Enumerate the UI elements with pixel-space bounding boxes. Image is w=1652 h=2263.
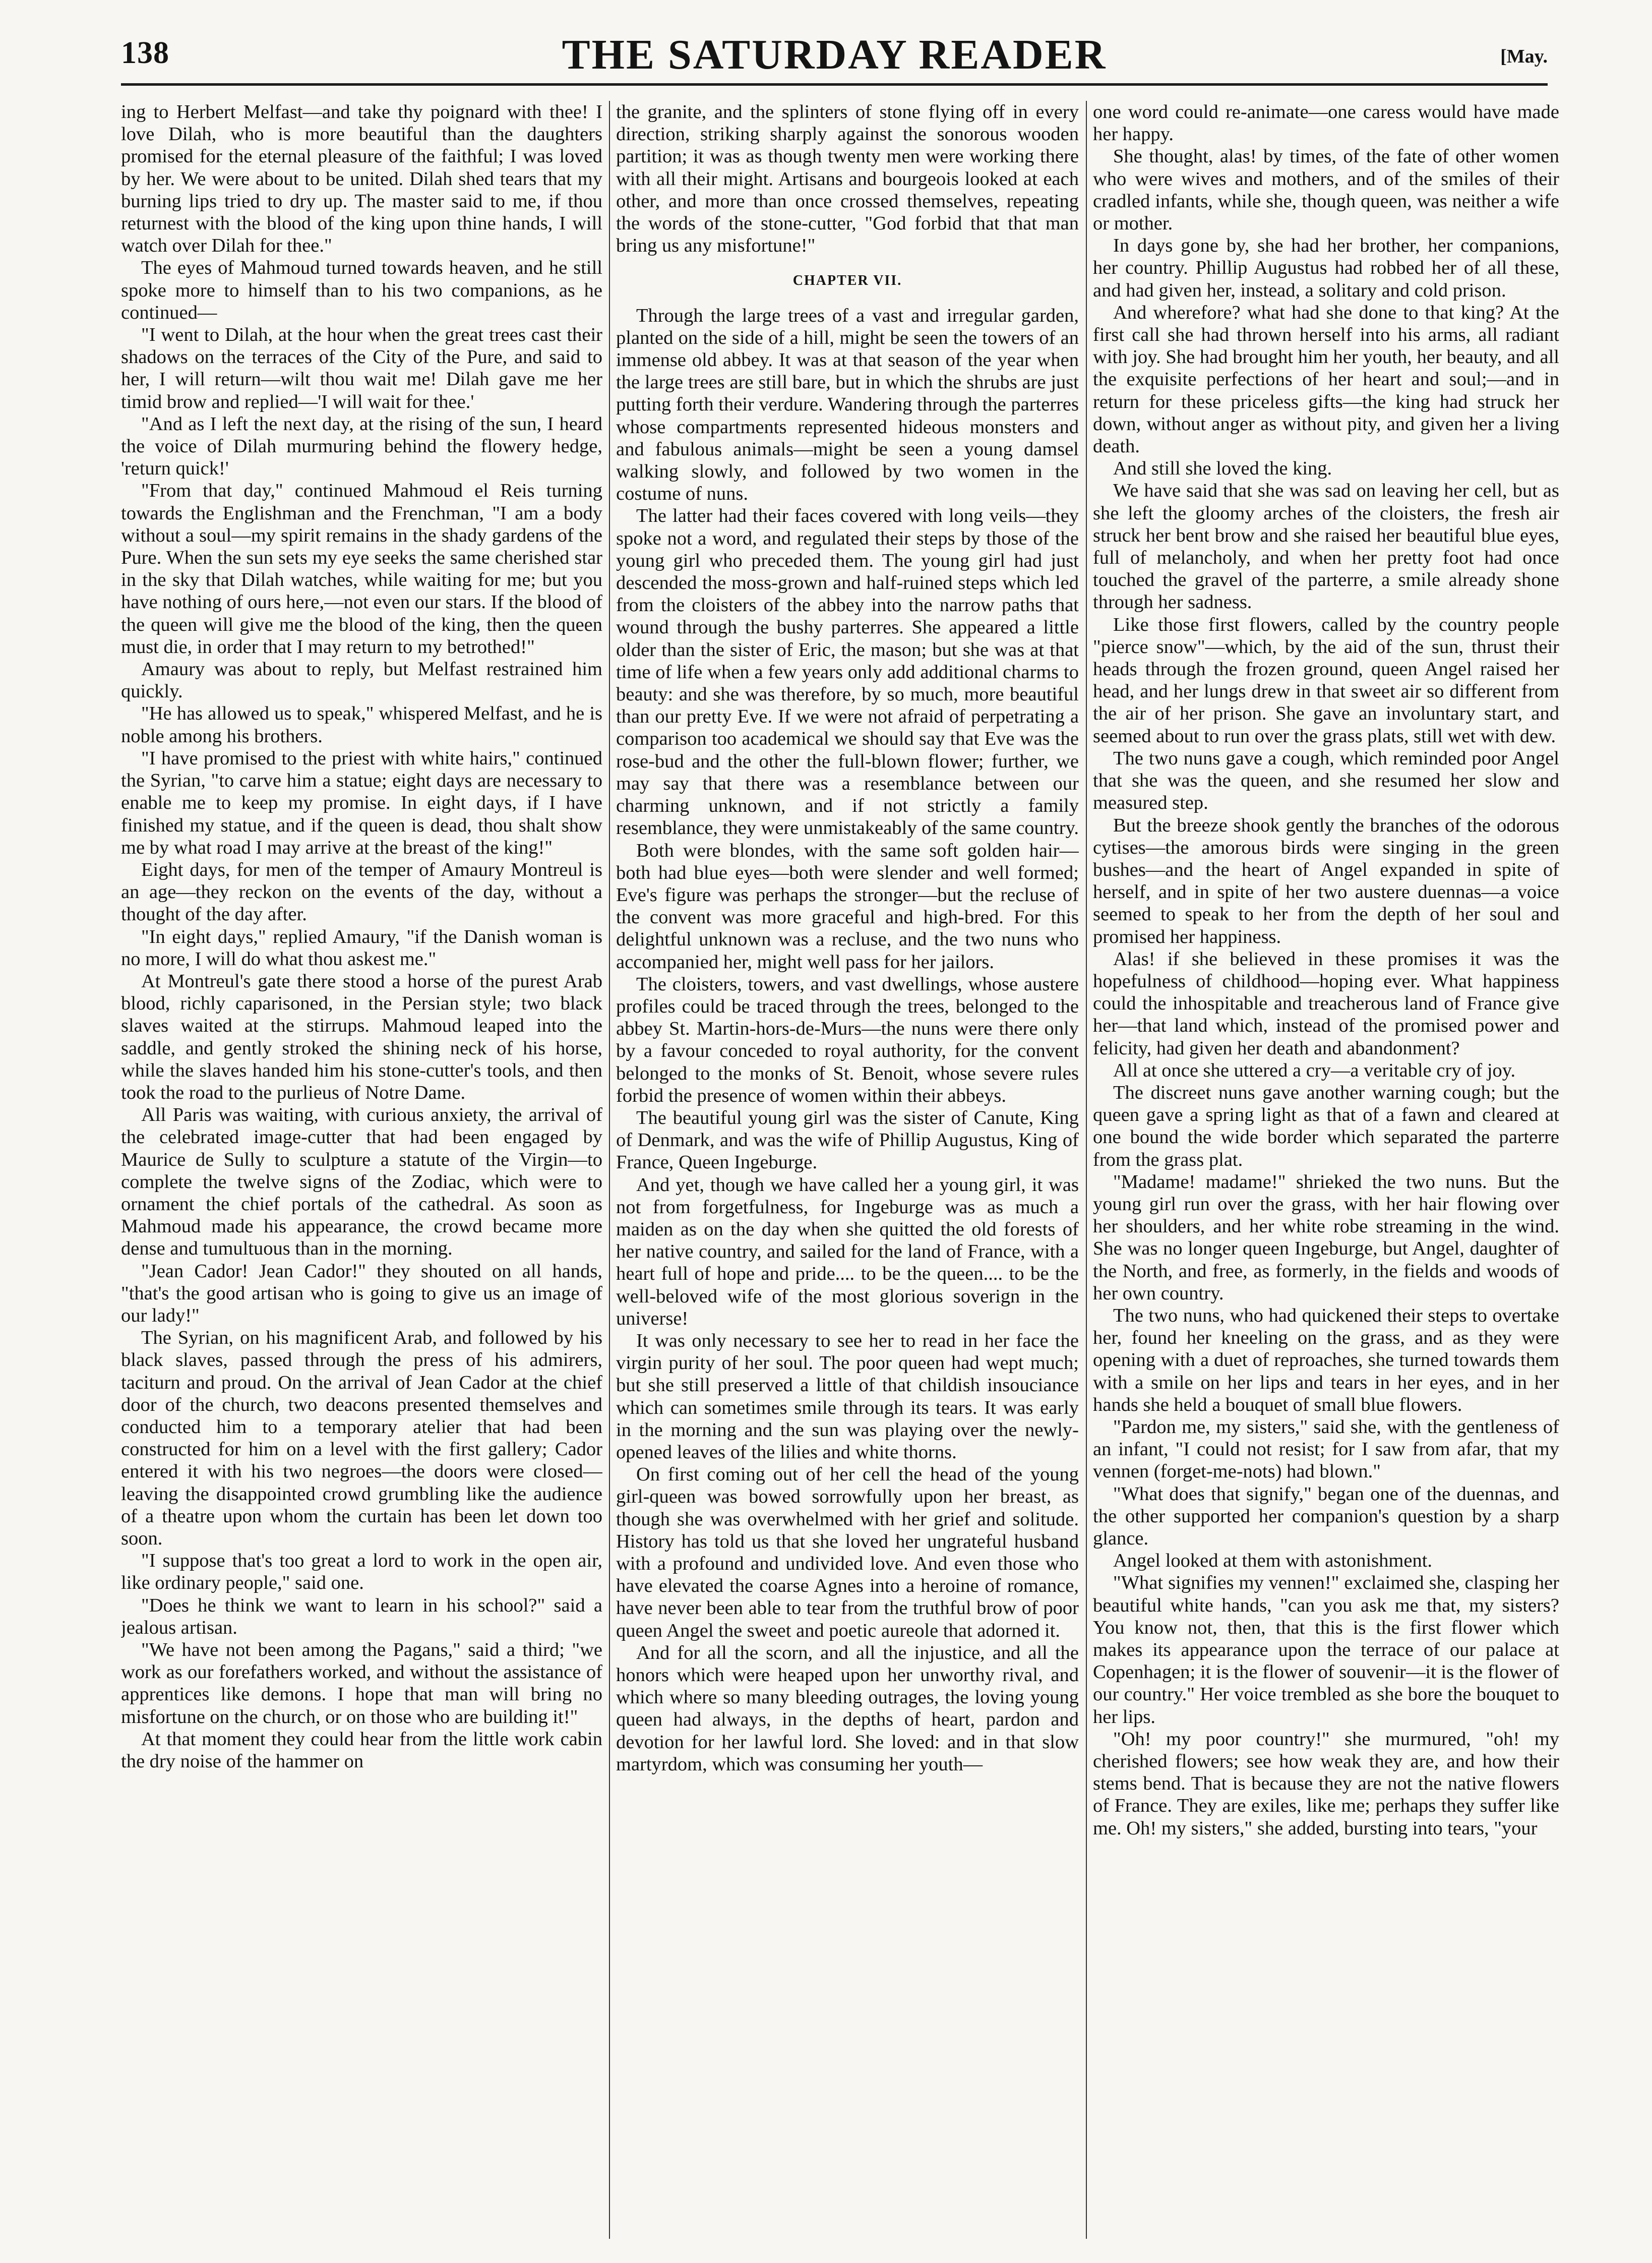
column-divider <box>609 101 610 2239</box>
paragraph: "And as I left the next day, at the rising of the sun, I heard the voice of Dilah murmuring behind the flowery hedge, 'return quick!' <box>121 413 602 480</box>
paragraph: "In eight days," replied Amaury, "if the Danish woman is no more, I will do what thou askest me." <box>121 926 602 970</box>
paragraph: Amaury was about to reply, but Melfast restrained him quickly. <box>121 659 602 702</box>
paragraph: "We have not been among the Pagans," said a third; "we work as our forefathers worked, and without the assistance of apprentices like demons. I hope that man will bring no misfortune on the church, or on those who are building it!" <box>121 1639 602 1728</box>
paragraph: At that moment they could hear from the little work cabin the dry noise of the hammer on <box>121 1728 602 1772</box>
paragraph: The latter had their faces covered with long veils—they spoke not a word, and regulated their steps by those of the young girl who preceded them. The young girl had just descended the moss-grown and half-ruined steps which led from the cloisters of the abbey into the narrow paths that wound through the bushy parterres. She appeared a little older than the sister of Eric, the mason; but she was at that time of life when a few years only add additional charms to beauty: and she was therefore, by so much, more beautiful than our pretty Eve. If we were not afraid of perpetrating a comparison too academical we should say that Eve was the rose-bud and the other the full-blown flower; further, we may say that there was a resemblance between our charming unknown, and if not strictly a family resemblance, they were unmistakeably of the same country. <box>616 505 1079 839</box>
paragraph: "Does he think we want to learn in his school?" said a jealous artisan. <box>121 1594 602 1638</box>
issue-month: [May. <box>1500 46 1548 67</box>
paragraph: "I suppose that's too great a lord to work in the open air, like ordinary people," said one. <box>121 1550 602 1594</box>
paragraph: The Syrian, on his magnificent Arab, and followed by his black slaves, passed through the press of his admirers, taciturn and proud. On the arrival of Jean Cador at the chief door of the church, two deacons presented themselves and conducted him to a temporary atelier that had been constructed for him on a level with the first gallery; Cador entered it with his two negroes—the doors were closed—leaving the disappointed crowd grumbling like the audience of a theatre upon whom the curtain has been let down too soon. <box>121 1327 602 1549</box>
paragraph: The discreet nuns gave another warning cough; but the queen gave a spring light as that of a fawn and cleared at one bound the wide border which separated the parterre from the grass plat. <box>1093 1082 1559 1170</box>
paragraph: "Madame! madame!" shrieked the two nuns. But the young girl run over the grass, with her hair flowing over her shoulders, and her white robe streaming in the wind. She was no longer queen Ingeburge, but Angel, daughter of the North, and free, as formerly, in the fields and woods of her own country. <box>1093 1171 1559 1304</box>
magazine-title: THE SATURDAY READER <box>562 31 1107 78</box>
paragraph: The cloisters, towers, and vast dwellings, whose austere profiles could be traced through the trees, belonged to the abbey St. Martin-hors-de-Murs—the nuns were there only by a favour conceded to royal authority, for the convent belonged to the monks of St. Benoit, whose severe rules forbid the presence of women within their abbeys. <box>616 973 1079 1106</box>
column-divider <box>1086 101 1087 2239</box>
paragraph: one word could re-animate—one caress would have made her happy. <box>1093 101 1559 145</box>
paragraph: All Paris was waiting, with curious anxiety, the arrival of the celebrated image-cutter that had been engaged by Maurice de Sully to sculpture a statute of the Virgin—to complete the twelve signs of the Zodiac, which were to ornament the chief portals of the cathedral. As soon as Mahmoud made his appearance, the crowd became more dense and tumultuous than in the morning. <box>121 1104 602 1260</box>
text-column-1 <box>121 101 602 2244</box>
paragraph: "He has allowed us to speak," whispered Melfast, and he is noble among his brothers. <box>121 703 602 747</box>
paragraph: Like those first flowers, called by the country people "pierce snow"—which, by the aid of the sun, thrust their heads through the frozen ground, queen Angel raised her head, and her lungs drew in that sweet air so different from the air of her prison. She gave an involuntary start, and seemed about to run over the grass plats, still wet with dew. <box>1093 614 1559 747</box>
paragraph: "I went to Dilah, at the hour when the great trees cast their shadows on the terraces of the City of the Pure, and said to her, I will return—wilt thou wait me! Dilah gave me her timid brow and replied—'I will wait for thee.' <box>121 324 602 412</box>
text-column-3 <box>1093 101 1559 2244</box>
paragraph: Both were blondes, with the same soft golden hair—both had blue eyes—both were slender and well formed; Eve's figure was perhaps the stronger—but the recluse of the convent was more graceful and high-bred. For this delightful unknown was a recluse, and the two nuns who accompanied her, might well pass for her jailors. <box>616 840 1079 973</box>
paragraph: Through the large trees of a vast and irregular garden, planted on the side of a hill, might be seen the towers of an immense old abbey. It was at that season of the year when the large trees are still bare, but in which the shrubs are just putting forth their verdure. Wandering through the parterres whose compartments represented hideous monsters and and fabulous animals—might be seen a young damsel walking slowly, and followed by two women in the costume of nuns. <box>616 305 1079 505</box>
paragraph: It was only necessary to see her to read in her face the virgin purity of her soul. The poor queen had wept much; but she still preserved a little of that childish insouciance which can sometimes smile through its tears. It was early in the morning and the sun was playing over the newly-opened leaves of the lilies and white thorns. <box>616 1330 1079 1463</box>
paragraph: The two nuns gave a cough, which reminded poor Angel that she was the queen, and she resumed her slow and measured step. <box>1093 747 1559 814</box>
paragraph: "I have promised to the priest with white hairs," continued the Syrian, "to carve him a statue; eight days are necessary to enable me to keep my promise. In eight days, if I have finished my statue, and if the queen is dead, thou shalt show me by what road I may arrive at the breast of the king!" <box>121 747 602 858</box>
paragraph: We have said that she was sad on leaving her cell, but as she left the gloomy arches of the cloisters, the fresh air struck her bent brow and she raised her beautiful blue eyes, full of melancholy, and when her pretty foot had once touched the gravel of the parterre, a smile already shone through her sadness. <box>1093 480 1559 613</box>
text-column-2 <box>616 101 1079 2244</box>
paragraph: In days gone by, she had her brother, her companions, her country. Phillip Augustus had robbed her of all these, and had given her, instead, a solitary and cold prison. <box>1093 235 1559 301</box>
paragraph: And for all the scorn, and all the injustice, and all the honors which were heaped upon her unworthy rival, and which where so many bleeding outrages, the loving young queen had always, in the depths of heart, pardon and devotion for her lawful lord. She loved: and in that slow martyrdom, which was consuming her youth— <box>616 1642 1079 1775</box>
page-header <box>121 25 1548 86</box>
paragraph: Alas! if she believed in these promises it was the hopefulness of childhood—hoping ever. What happiness could the inhospitable and treacherous land of France give her—that land which, instead of the promised power and felicity, had given her death and abandonment? <box>1093 948 1559 1059</box>
paragraph: "What signifies my vennen!" exclaimed she, clasping her beautiful white hands, "can you ask me that, my sisters? You know not, then, that this is the first flower which makes its appearance upon the terrace of our palace at Copenhagen; it is the flower of souvenir—it is the flower of our country." Her voice trembled as she bore the bouquet to her lips. <box>1093 1572 1559 1728</box>
paragraph: The eyes of Mahmoud turned towards heaven, and he still spoke more to himself than to his two companions, as he continued— <box>121 257 602 323</box>
page-number: 138 <box>121 36 169 70</box>
paragraph: the granite, and the splinters of stone flying off in every direction, striking sharply against the sonorous wooden partition; it was as though twenty men were working there with all their might. Artisans and bourgeois looked at each other, and more than once crossed themselves, repeating the words of the stone-cutter, "God forbid that that man bring us any misfortune!" <box>616 101 1079 257</box>
paragraph: And yet, though we have called her a young girl, it was not from forgetfulness, for Ingeburge was as much a maiden as on the day when she quitted the old forests of her native country, and sailed for the land of France, with a heart full of hope and pride.... to be the queen.... to be the well-beloved wife of the most glorious soverign in the universe! <box>616 1174 1079 1329</box>
paragraph: But the breeze shook gently the branches of the odorous cytises—the amorous birds were singing in the green bushes—and the heart of Angel expanded in spite of herself, and in spite of her two austere duennas—a voice seemed to speak to her from the depth of her soul and promised her happiness. <box>1093 814 1559 947</box>
paragraph: And still she loved the king. <box>1113 458 1332 480</box>
paragraph: Angel looked at them with astonishment. <box>1113 1550 1433 1572</box>
paragraph: On first coming out of her cell the head of the young girl-queen was bowed sorrowfully upon her breast, as though she was overwhelmed with her grief and solitude. History has told us that she loved her ungrateful husband with a profound and undivided love. And even those who have elevated the coarse Agnes into a heroine of romance, have never been able to tear from the truthful brow of poor queen Angel the sweet and poetic aureole that adorned it. <box>616 1464 1079 1641</box>
chapter-heading: CHAPTER VII. <box>792 273 902 289</box>
paragraph: "From that day," continued Mahmoud el Reis turning towards the Englishman and the Frenchman, "I am a body without a soul—my spirit remains in the shady gardens of the Pure. When the sun sets my eye seeks the same cherished star in the sky that Dilah watches, while waiting for me; but you have nothing of ours here,—not even our stars. If the blood of the queen will give me the blood of the king, then the queen must die, in order that I may return to my betrothed!" <box>121 480 602 658</box>
paragraph: The two nuns, who had quickened their steps to overtake her, found her kneeling on the grass, and as they were opening with a duet of reproaches, she turned towards them with a smile on her lips and tears in her eyes, and in her hands she held a bouquet of small blue flowers. <box>1093 1304 1559 1415</box>
paragraph: "Oh! my poor country!" she murmured, "oh! my cherished flowers; see how weak they are, and how their stems bend. That is because they are not the native flowers of France. They are exiles, like me; perhaps they suffer like me. Oh! my sisters," she added, bursting into tears, "your <box>1093 1728 1559 1839</box>
paragraph: "Jean Cador! Jean Cador!" they shouted on all hands, "that's the good artisan who is going to give us an image of our lady!" <box>121 1260 602 1326</box>
paragraph: ing to Herbert Melfast—and take thy poignard with thee! I love Dilah, who is more beautiful than the daughters promised for the eternal pleasure of the faithful; I was loved by her. We were about to be united. Dilah shed tears that my burning lips tried to dry up. The master said to me, if thou returnest with the blood of the king upon thine hands, I will watch over Dilah for thee." <box>121 101 602 257</box>
paragraph: All at once she uttered a cry—a veritable cry of joy. <box>1113 1059 1516 1081</box>
paragraph: "Pardon me, my sisters," said she, with the gentleness of an infant, "I could not resist; for I saw from afar, that my vennen (forget-me-nots) had blown." <box>1093 1416 1559 1482</box>
paragraph: "What does that signify," began one of the duennas, and the other supported her companion's question by a sharp glance. <box>1093 1483 1559 1549</box>
paragraph: At Montreul's gate there stood a horse of the purest Arab blood, richly caparisoned, in the Persian style; two black slaves waited at the stirrups. Mahmoud leaped into the saddle, and gently stroked the shining neck of his horse, while the slaves handed him his stone-cutter's tools, and then took the road to the purlieus of Notre Dame. <box>121 970 602 1103</box>
paragraph: And wherefore? what had she done to that king? At the first call she had thrown herself into his arms, all radiant with joy. She had brought him her youth, her beauty, and all the exquisite perfections of her heart and soul;—and in return for these priceless gifts—the king had struck her down, without anger as without pity, and given her a living death. <box>1093 302 1559 457</box>
header-rule <box>121 83 1548 86</box>
paragraph: Eight days, for men of the temper of Amaury Montreul is an age—they reckon on the events of the day, without a thought of the day after. <box>121 859 602 925</box>
paragraph: The beautiful young girl was the sister of Canute, King of Denmark, and was the wife of Phillip Augustus, King of France, Queen Ingeburge. <box>616 1107 1079 1173</box>
paragraph: She thought, alas! by times, of the fate of other women who were wives and mothers, and of the smiles of their cradled infants, while she, though queen, was neither a wife or mother. <box>1093 146 1559 234</box>
